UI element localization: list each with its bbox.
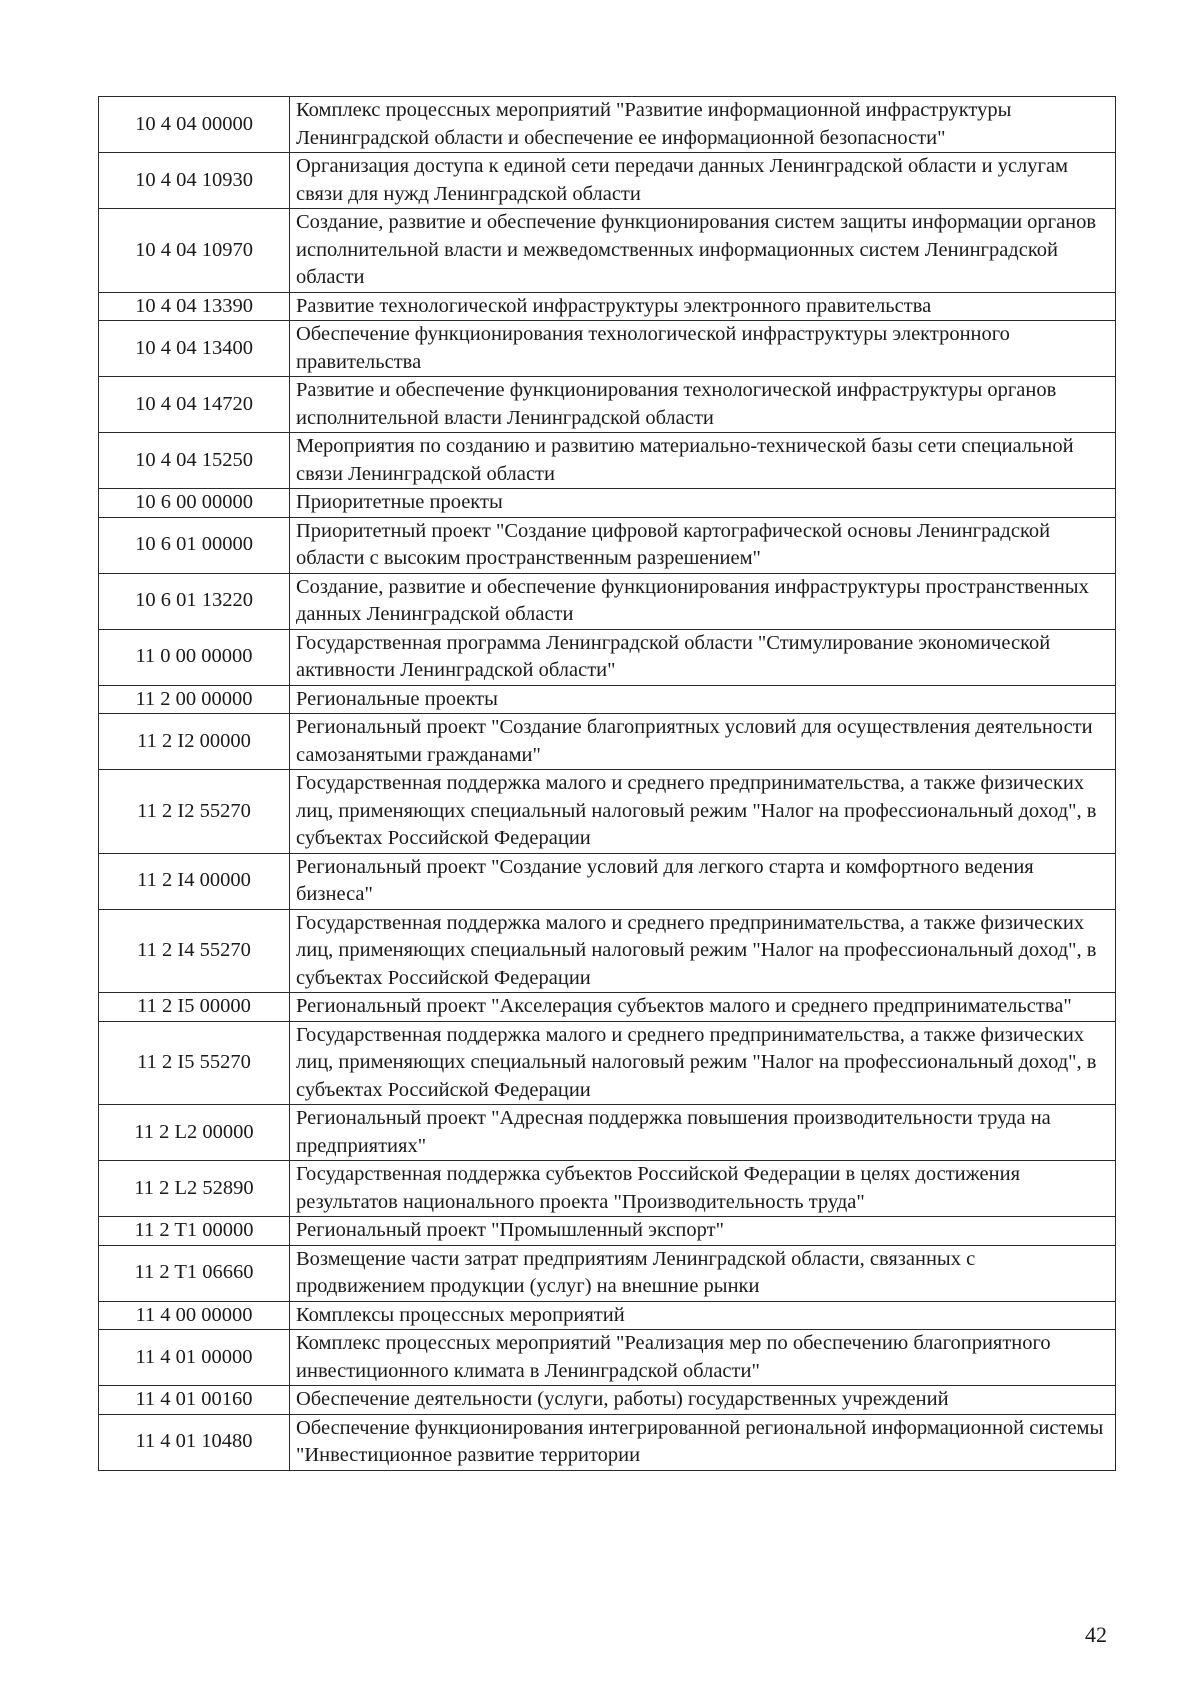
description-cell: Приоритетные проекты xyxy=(290,489,1116,518)
description-cell: Обеспечение функционирования технологической инфраструктуры электронного правительства xyxy=(290,321,1116,377)
budget-code-cell: 10 4 04 15250 xyxy=(99,433,290,489)
description-cell: Создание, развитие и обеспечение функционирования систем защиты информации органов исполнительной власти и межведомственных информационных систем Ленинградской области xyxy=(290,209,1116,293)
budget-code-cell: 11 2 L2 52890 xyxy=(99,1161,290,1217)
table-row xyxy=(99,321,1116,377)
budget-code-cell: 11 2 I5 00000 xyxy=(99,993,290,1022)
table-row xyxy=(99,1217,1116,1246)
description-cell: Региональный проект "Создание условий для легкого старта и комфортного ведения бизнеса" xyxy=(290,853,1116,909)
description-cell: Развитие и обеспечение функционирования технологической инфраструктуры органов исполнительной власти Ленинградской области xyxy=(290,377,1116,433)
table-row xyxy=(99,97,1116,153)
budget-code-cell: 11 4 00 00000 xyxy=(99,1301,290,1330)
table-row xyxy=(99,1386,1116,1415)
budget-code-cell: 11 2 I4 00000 xyxy=(99,853,290,909)
description-cell: Региональный проект "Создание благоприятных условий для осуществления деятельности самозанятыми гражданами" xyxy=(290,714,1116,770)
budget-code-cell: 11 2 L2 00000 xyxy=(99,1105,290,1161)
table-row xyxy=(99,1330,1116,1386)
table-row xyxy=(99,1245,1116,1301)
description-cell: Государственная поддержка малого и среднего предпринимательства, а также физических лиц, применяющих специальный налоговый режим "Налог на профессиональный доход", в субъектах Российской Федерации xyxy=(290,909,1116,993)
budget-classification-table xyxy=(98,96,1116,1471)
description-cell: Развитие технологической инфраструктуры электронного правительства xyxy=(290,292,1116,321)
budget-code-cell: 11 2 I2 55270 xyxy=(99,770,290,854)
table-row xyxy=(99,573,1116,629)
budget-code-cell: 10 4 04 14720 xyxy=(99,377,290,433)
table-row xyxy=(99,1414,1116,1470)
table-row xyxy=(99,377,1116,433)
table-row xyxy=(99,1105,1116,1161)
description-cell: Государственная программа Ленинградской области "Стимулирование экономической активности Ленинградской области" xyxy=(290,629,1116,685)
table-row xyxy=(99,853,1116,909)
table-row xyxy=(99,629,1116,685)
table-row xyxy=(99,209,1116,293)
description-cell: Комплексы процессных мероприятий xyxy=(290,1301,1116,1330)
description-cell: Обеспечение функционирования интегрированной региональной информационной системы "Инвестиционное развитие территории xyxy=(290,1414,1116,1470)
description-cell: Возмещение части затрат предприятиям Ленинградской области, связанных с продвижением продукции (услуг) на внешние рынки xyxy=(290,1245,1116,1301)
budget-code-cell: 10 4 04 10930 xyxy=(99,153,290,209)
budget-code-cell: 11 2 I5 55270 xyxy=(99,1021,290,1105)
description-cell: Комплекс процессных мероприятий "Развитие информационной инфраструктуры Ленинградской области и обеспечение ее информационной безопасности" xyxy=(290,97,1116,153)
budget-code-cell: 10 6 01 13220 xyxy=(99,573,290,629)
description-cell: Государственная поддержка субъектов Российской Федерации в целях достижения результатов национального проекта "Производительность труда" xyxy=(290,1161,1116,1217)
description-cell: Мероприятия по созданию и развитию материально-технической базы сети специальной связи Ленинградской области xyxy=(290,433,1116,489)
description-cell: Государственная поддержка малого и среднего предпринимательства, а также физических лиц, применяющих специальный налоговый режим "Налог на профессиональный доход", в субъектах Российской Федерации xyxy=(290,1021,1116,1105)
budget-code-cell: 11 4 01 10480 xyxy=(99,1414,290,1470)
description-cell: Приоритетный проект "Создание цифровой картографической основы Ленинградской области с высоким пространственным разрешением" xyxy=(290,517,1116,573)
description-cell: Организация доступа к единой сети передачи данных Ленинградской области и услугам связи для нужд Ленинградской области xyxy=(290,153,1116,209)
table-row xyxy=(99,433,1116,489)
table-row xyxy=(99,517,1116,573)
budget-code-cell: 11 4 01 00160 xyxy=(99,1386,290,1415)
budget-code-cell: 11 2 I4 55270 xyxy=(99,909,290,993)
description-cell: Региональный проект "Промышленный экспорт" xyxy=(290,1217,1116,1246)
table-row xyxy=(99,909,1116,993)
table-row xyxy=(99,685,1116,714)
table-body xyxy=(99,97,1116,1471)
budget-code-cell: 11 2 I2 00000 xyxy=(99,714,290,770)
budget-code-cell: 11 2 00 00000 xyxy=(99,685,290,714)
budget-code-cell: 11 0 00 00000 xyxy=(99,629,290,685)
budget-code-cell: 10 6 00 00000 xyxy=(99,489,290,518)
table-row xyxy=(99,1021,1116,1105)
budget-code-cell: 11 4 01 00000 xyxy=(99,1330,290,1386)
table-row xyxy=(99,714,1116,770)
budget-code-cell: 10 4 04 10970 xyxy=(99,209,290,293)
table-row xyxy=(99,770,1116,854)
table-row xyxy=(99,1301,1116,1330)
budget-code-cell: 10 4 04 00000 xyxy=(99,97,290,153)
page-number: 42 xyxy=(1085,1622,1107,1647)
table-row xyxy=(99,993,1116,1022)
description-cell: Региональные проекты xyxy=(290,685,1116,714)
budget-code-cell: 11 2 T1 00000 xyxy=(99,1217,290,1246)
table-row xyxy=(99,1161,1116,1217)
description-cell: Обеспечение деятельности (услуги, работы) государственных учреждений xyxy=(290,1386,1116,1415)
description-cell: Региональный проект "Акселерация субъектов малого и среднего предпринимательства" xyxy=(290,993,1116,1022)
table-row xyxy=(99,292,1116,321)
description-cell: Комплекс процессных мероприятий "Реализация мер по обеспечению благоприятного инвестиционного климата в Ленинградской области" xyxy=(290,1330,1116,1386)
description-cell: Региональный проект "Адресная поддержка повышения производительности труда на предприятиях" xyxy=(290,1105,1116,1161)
table-row xyxy=(99,153,1116,209)
description-cell: Создание, развитие и обеспечение функционирования инфраструктуры пространственных данных Ленинградской области xyxy=(290,573,1116,629)
description-cell: Государственная поддержка малого и среднего предпринимательства, а также физических лиц, применяющих специальный налоговый режим "Налог на профессиональный доход", в субъектах Российской Федерации xyxy=(290,770,1116,854)
table-row xyxy=(99,489,1116,518)
budget-code-cell: 11 2 T1 06660 xyxy=(99,1245,290,1301)
budget-code-cell: 10 4 04 13390 xyxy=(99,292,290,321)
budget-code-cell: 10 4 04 13400 xyxy=(99,321,290,377)
budget-code-cell: 10 6 01 00000 xyxy=(99,517,290,573)
